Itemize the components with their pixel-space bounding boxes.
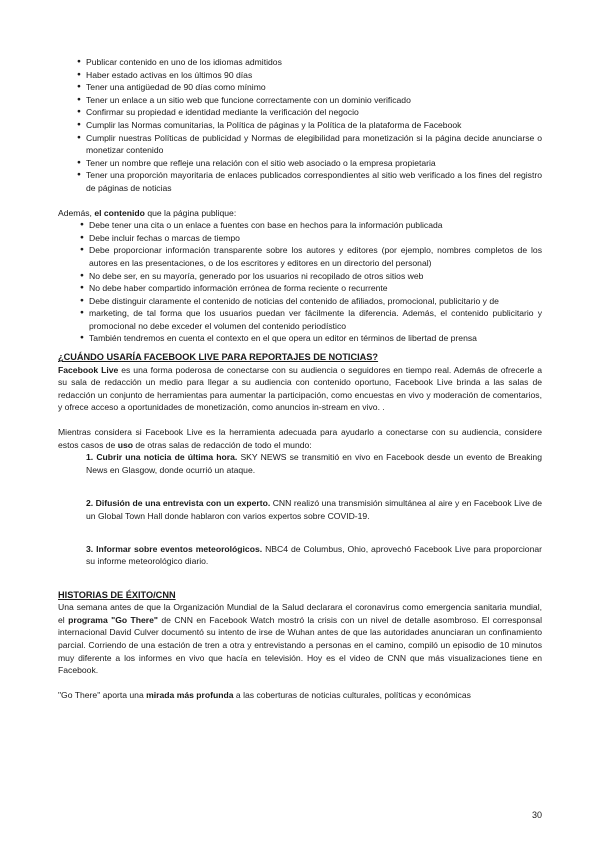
list-item: ● Debe proporcionar información transparente sobre los autores y editores (por ejemplo, nombres completos de los autores en las presentaciones, o de los escritores y editores en un directorio del personal): [80, 244, 542, 269]
go-there-paragraph: "Go There" aporta una mirada más profunda a las coberturas de noticias culturales, políticas y económicas: [58, 689, 471, 700]
list-item: ● Tener una antigüedad de 90 días como mínimo: [77, 81, 542, 94]
list-item: ● Tener una proporción mayoritaria de enlaces publicados correspondientes al sitio web verificado a los fines del registro de páginas de noticias: [77, 169, 542, 194]
list-item: ● Haber estado activas en los últimos 90 días: [77, 69, 542, 82]
content-rules-list: [80, 219, 542, 345]
list-item: ● Tener un nombre que refleje una relación con el sitio web asociado o la empresa propietaria: [77, 157, 542, 170]
use-case-item: 3. Informar sobre eventos meteorológicos. NBC4 de Columbus, Ohio, aprovechó Facebook Live para proporcionar su informe meteorológico diario.: [86, 543, 542, 567]
section-heading-success-stories: HISTORIAS DE ÉXITO/CNN: [58, 589, 176, 600]
list-item: ● Cumplir nuestras Políticas de publicidad y Normas de elegibilidad para monetización si la página decide anunciarse o monetizar contenido: [77, 132, 542, 157]
cnn-story-paragraph: Una semana antes de que la Organización Mundial de la Salud declarara el coronavirus como emergencia sanitaria mundial, el programa "Go There" de CNN en Facebook Watch mostró la crisis con un nivel de detalle asombroso. El corresponsal internacional David Culver documentó su intento de irse de Wuhan antes de que las autoridades anunciaran un confinamiento parcial. Corriendo de una estación de tren a otra y entrevistando a personas en el camino, compiló un episodio de 10 minutos muy diferente a los informes en vivo que hacía en televisión. Hoy es el video de CNN que más visualizaciones tiene en Facebook.: [58, 602, 543, 676]
use-case-item: 2. Difusión de una entrevista con un experto. CNN realizó una transmisión simultánea al aire y en Facebook Live de un Global Town Hall donde hablaron con varios expertos sobre COVID-19.: [86, 498, 542, 521]
page-number: 30: [531, 810, 542, 820]
content-intro: Además, el contenido que la página publique:: [58, 207, 237, 218]
facebook-live-paragraph: Facebook Live es una forma poderosa de conectarse con su audiencia o seguidores en tiempo real. Además de ofrecerle a su sala de redacción un medio para llegar a su audiencia con contenido oportuno, Facebook Live brinda a las salas de redacción un conjunto de herramientas para aumentar la participación, como encuestas en vivo y moderación de comentarios, y ofrece acceso a oportunidades de monetización, como anuncios in-stream en vivo. .: [58, 364, 542, 413]
list-item: ● Tener un enlace a un sitio web que funcione correctamente con un dominio verificado: [77, 94, 542, 107]
list-item: ● No debe ser, en su mayoría, generado por los usuarios ni recopilado de otros sitios web: [80, 270, 542, 283]
use-cases-intro: Mientras considera si Facebook Live es la herramienta adecuada para ayudarlo a conectarse con su audiencia, considere estos casos de uso de otras salas de redacción de todo el mundo:: [58, 427, 542, 450]
section-heading-facebook-live: ¿CUÁNDO USARÍA FACEBOOK LIVE PARA REPORTAJES DE NOTICIAS?: [58, 352, 379, 363]
requirements-list: [77, 56, 542, 195]
list-item: ● Publicar contenido en uno de los idiomas admitidos: [77, 56, 542, 69]
list-item: ● Cumplir las Normas comunitarias, la Política de páginas y la Política de la plataforma de Facebook: [77, 119, 542, 132]
document-page: [58, 56, 542, 701]
list-item: ● marketing, de tal forma que los usuarios puedan ver fácilmente la diferencia. Además, el contenido publicitario y promocional no debe exceder el volumen del contenido periodístico: [80, 307, 542, 332]
list-item: ● Debe tener una cita o un enlace a fuentes con base en hechos para la información publicada: [80, 219, 542, 232]
list-item: ● Confirmar su propiedad e identidad mediante la verificación del negocio: [77, 106, 542, 119]
use-case-item: 1. Cubrir una noticia de última hora. SKY NEWS se transmitió en vivo en Facebook desde un evento de Breaking News en Glasgow, donde ocurrió un ataque.: [86, 452, 542, 475]
list-item: ● Debe distinguir claramente el contenido de noticias del contenido de afiliados, promocional, publicitario y de: [80, 295, 542, 308]
list-item: ● No debe haber compartido información errónea de forma reciente o recurrente: [80, 282, 542, 295]
list-item: ● Debe incluir fechas o marcas de tiempo: [80, 232, 542, 245]
list-item: ● También tendremos en cuenta el contexto en el que opera un editor en términos de libertad de prensa: [80, 332, 542, 345]
